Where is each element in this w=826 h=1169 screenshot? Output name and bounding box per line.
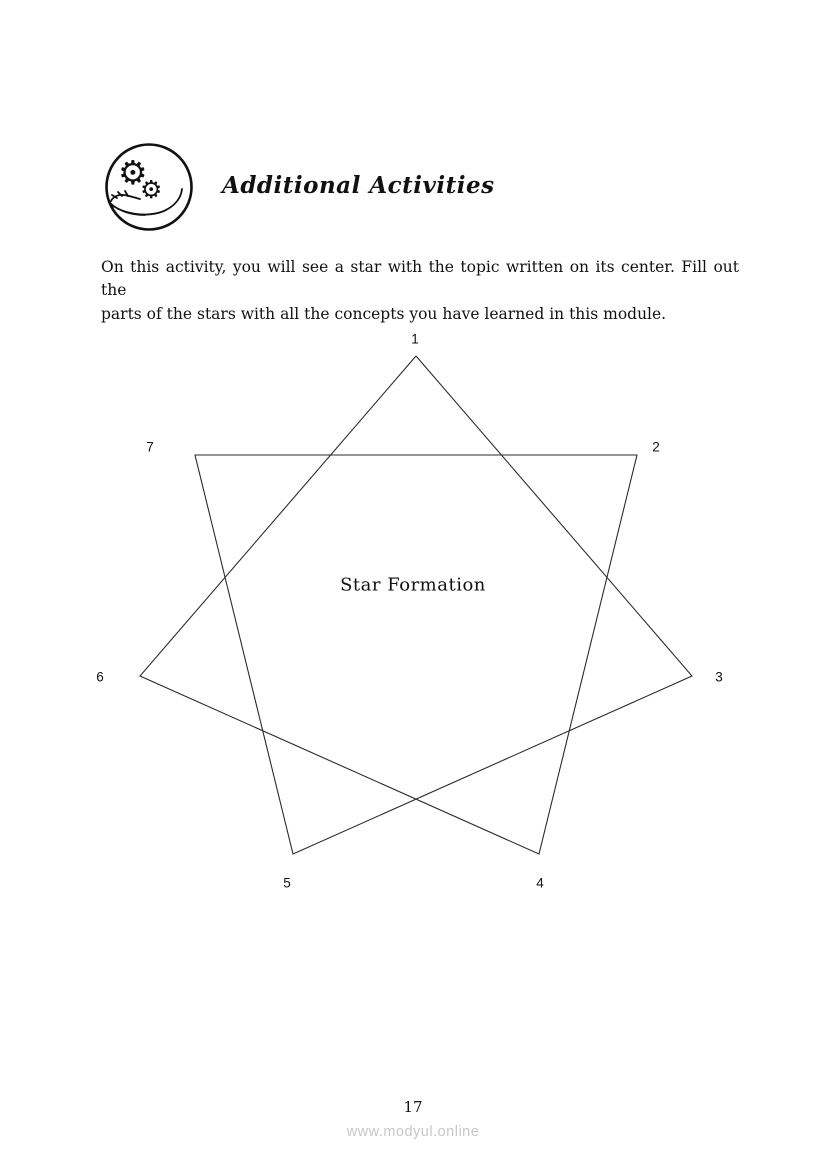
star-vertex-label-3: 3 xyxy=(715,669,723,685)
star-vertex-label-2: 2 xyxy=(652,439,660,455)
instructions-line-1: On this activity, you will see a star with the topic written on its center. Fill out the xyxy=(101,258,739,300)
star-vertex-label-6: 6 xyxy=(96,669,104,685)
gears-in-hand-graphic xyxy=(103,141,195,233)
star-vertex-label-4: 4 xyxy=(536,875,544,891)
star-vertex-label-1: 1 xyxy=(411,331,419,347)
star-vertex-label-7: 7 xyxy=(146,439,154,455)
page-title: Additional Activities xyxy=(222,172,495,199)
watermark-text: www.modyul.online xyxy=(346,1124,480,1140)
gears-in-hand-icon xyxy=(103,141,195,233)
page-number: 17 xyxy=(403,1098,423,1116)
instructions-line-2: parts of the stars with all the concepts you have learned in this module. xyxy=(101,304,667,323)
gear-icon: ⚙ xyxy=(140,175,163,204)
star-vertex-label-5: 5 xyxy=(283,875,291,891)
instructions-text xyxy=(101,256,739,326)
gear-icon: ⚙ xyxy=(118,153,148,192)
star-center-label: Star Formation xyxy=(340,574,486,596)
